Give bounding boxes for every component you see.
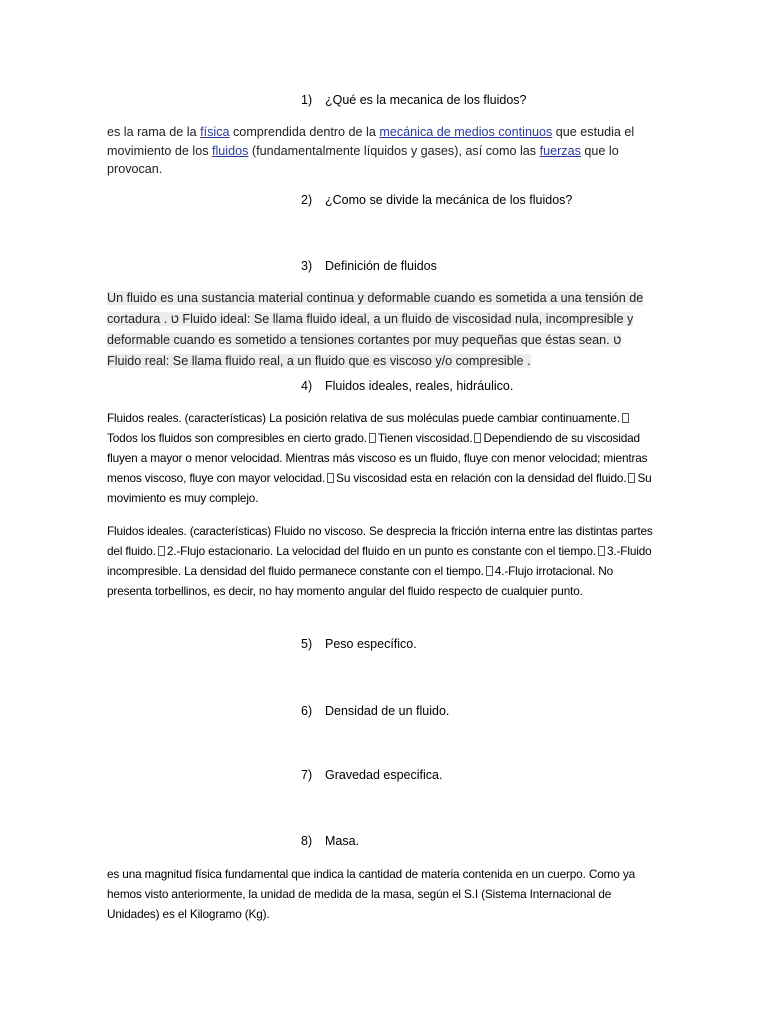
question-text: Gravedad especifica. [325,768,443,782]
paragraph-text: Dependiendo de su viscosidad fluyen a mayor o menor velocidad. Mientras más viscoso es un fluido, fluye con menor velocidad; mientras menos viscoso, fluye con mayor velocidad. [107,431,648,485]
link-mecanica-medios-continuos[interactable]: mecánica de medios continuos [379,125,553,139]
question-number: 2) [301,193,313,207]
question-2-heading [301,190,572,210]
paragraph-text: 2.-Flujo estacionario. La velocidad del fluido en un punto es constante con el tiempo. [166,544,596,558]
ideal-fluids-paragraph [107,521,655,601]
answer-text: comprendida dentro de la [229,125,380,139]
question-7-heading [301,765,442,785]
question-3-heading [301,256,437,276]
missing-glyph-icon [327,473,334,483]
paragraph-text: Fluidos reales. (características) La posición relativa de sus moléculas puede cambiar continuamente. [107,411,620,425]
missing-glyph-icon [622,413,629,423]
paragraph-text: Su viscosidad esta en relación con la densidad del fluido. [336,471,627,485]
paragraph-text: Su movimiento es muy complejo. [107,471,652,505]
missing-glyph-icon [369,433,376,443]
highlighted-text: Un fluido es una sustancia material continua y deformable cuando es sometida a una tensión de cortadura . ט Fluido ideal: Se llama fluido ideal, a un fluido de viscosidad nula, incompresible y deformable cuando es sometido a tensiones cortantes por muy pequeñas que éstas sean. ט Fluido real: Se llama fluido real, a un fluido que es viscoso y/o compresible . [107,291,644,368]
question-number: 6) [301,704,313,718]
question-number: 3) [301,259,313,273]
answer-text: que lo provocan. [107,143,619,176]
question-number: 1) [301,93,313,107]
answer-8-paragraph [107,864,655,924]
paragraph-text: Todos los fluidos son compresibles en cierto grado. [107,431,367,445]
missing-glyph-icon [628,473,635,483]
question-text: Masa. [325,834,360,848]
question-text: Fluidos ideales, reales, hidráulico. [325,379,514,393]
question-6-heading [301,701,449,721]
paragraph-text: Tienen viscosidad. [377,431,473,445]
paragraph-text: 3.-Fluido incompresible. La densidad del fluido permanece constante con el tiempo. [107,544,652,578]
question-1-heading [301,90,527,110]
answer-text: (fundamentalmente líquidos y gases), así como las [248,143,540,158]
real-fluids-paragraph [107,408,655,508]
missing-glyph-icon [598,546,605,556]
question-number: 7) [301,768,313,782]
question-8-heading [301,831,359,851]
paragraph-text: 4.-Flujo irrotacional. No presenta torbellinos, es decir, no hay momento angular del fluido respecto de cualquier punto. [107,564,613,598]
question-number: 5) [301,637,313,651]
question-text: Densidad de un fluido. [325,704,450,718]
answer-text: es la rama de la [107,125,201,139]
question-text: Peso específico. [325,637,417,651]
link-fluidos[interactable]: fluidos [212,143,249,158]
paragraph-text: Fluidos ideales. (características) Fluido no viscoso. Se desprecia la fricción interna entre las distintas partes del fluido. [107,524,653,558]
question-5-heading [301,634,417,654]
missing-glyph-icon [158,546,165,556]
question-number: 4) [301,379,313,393]
paragraph-text: es una magnitud física fundamental que indica la cantidad de materia contenida en un cuerpo. Como ya hemos visto anteriormente, la unidad de medida de la masa, según el S.I (Sistema Internacional de Unidades) es el Kilogramo (Kg). [107,867,636,921]
link-fisica[interactable]: física [200,125,230,139]
question-text: ¿Qué es la mecanica de los fluidos? [325,93,527,107]
question-number: 8) [301,834,313,848]
missing-glyph-icon [486,566,493,576]
answer-3-paragraph [107,288,655,372]
answer-1-paragraph [107,123,667,179]
question-text: Definición de fluidos [325,259,437,273]
answer-text: que estudia el movimiento de los [107,125,635,158]
question-4-heading [301,376,513,396]
question-text: ¿Como se divide la mecánica de los fluidos? [325,193,573,207]
link-fuerzas[interactable]: fuerzas [539,143,581,158]
missing-glyph-icon [474,433,481,443]
